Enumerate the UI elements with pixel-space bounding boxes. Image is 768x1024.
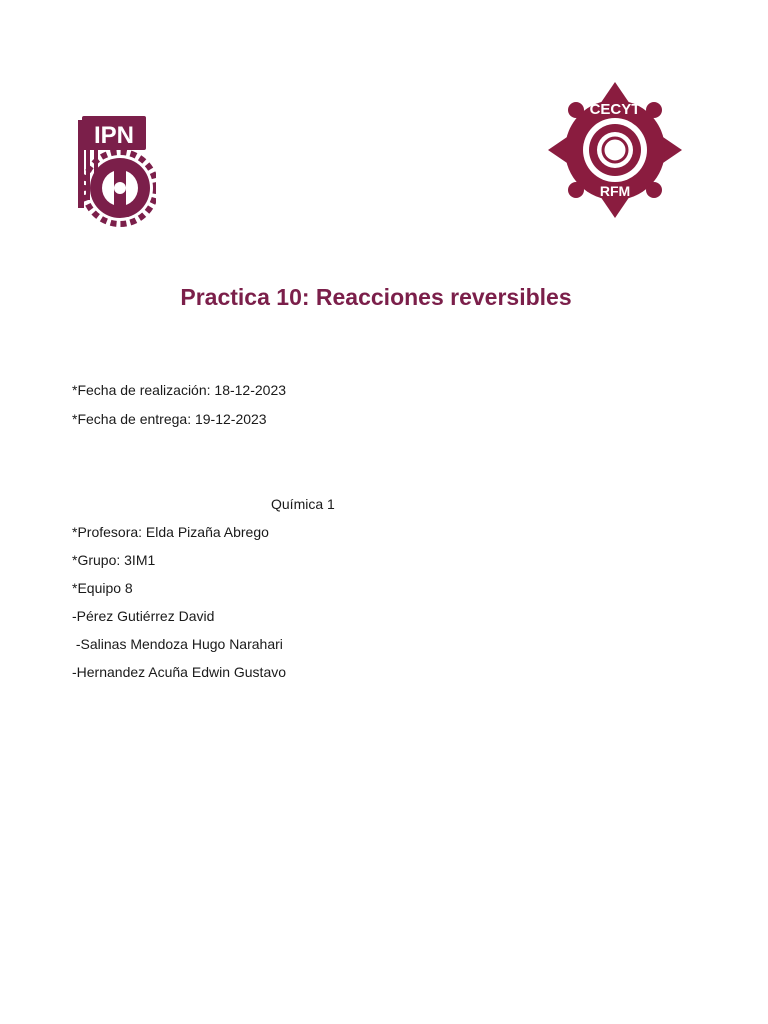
- team-member: -Hernandez Acuña Edwin Gustavo: [72, 664, 287, 680]
- cecyt-logo: [546, 80, 684, 220]
- team-member: -Pérez Gutiérrez David: [72, 608, 215, 624]
- delivery-date: *Fecha de entrega: 19-12-2023: [72, 411, 267, 427]
- ipn-logo: [74, 110, 156, 228]
- subject-name: Química 1: [271, 496, 335, 512]
- page-title: Practica 10: Reacciones reversibles: [180, 284, 572, 310]
- team-number: *Equipo 8: [72, 580, 133, 596]
- teacher-name: *Profesora: Elda Pizaña Abrego: [72, 524, 269, 540]
- group-name: *Grupo: 3IM1: [72, 552, 156, 568]
- cecyt-logo-text-top: CECYT: [589, 101, 641, 118]
- team-member: -Salinas Mendoza Hugo Narahari: [72, 636, 283, 652]
- realization-date: *Fecha de realización: 18-12-2023: [72, 382, 287, 398]
- cecyt-logo-text-bottom: RFM: [599, 183, 631, 199]
- ipn-logo-text: IPN: [93, 122, 135, 149]
